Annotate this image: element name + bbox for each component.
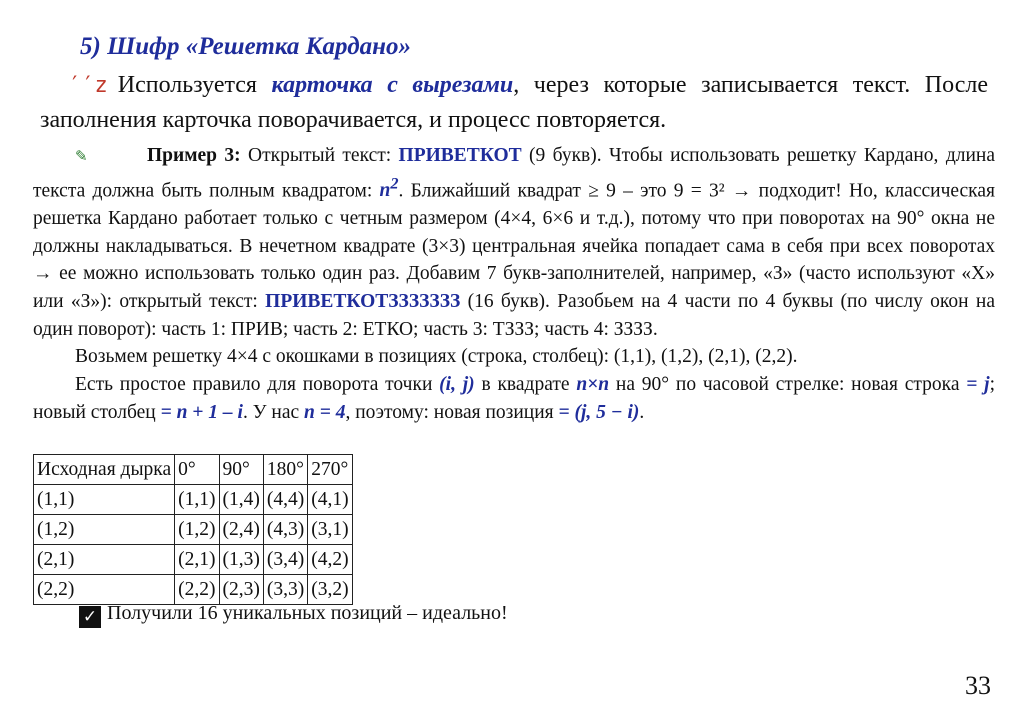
table-cell: (1,2)	[175, 515, 219, 545]
result-line	[79, 602, 508, 628]
page-number: 33	[965, 671, 991, 700]
n-symbol: n	[379, 180, 391, 202]
table-row	[34, 515, 353, 545]
table-cell: (1,1)	[34, 485, 175, 515]
rule-ij: (i, j)	[439, 374, 475, 396]
bullet-marker-icon: ′′z	[68, 73, 108, 98]
example-text-2: (9 букв). Чтобы использовать решетку Кардано, длина текста должна быть полным квадратом:	[33, 145, 995, 202]
plaintext-word: ПРИВЕТКОТ	[398, 145, 522, 166]
intro-paragraph	[40, 68, 988, 137]
rule-nxn: n×n	[576, 374, 610, 396]
intro-text-2: , через которые записывается текст. После заполнения карточка поворачивается, и процесс повторяется.	[40, 72, 989, 133]
intro-text-1: Используется	[117, 72, 272, 98]
table-cell: (2,2)	[175, 575, 219, 605]
rule-new-row: = j	[966, 374, 990, 396]
table-cell: (4,3)	[263, 515, 307, 545]
table-row	[34, 575, 353, 605]
table-cell: (4,1)	[308, 485, 352, 515]
exponent: 2	[390, 174, 399, 193]
rule-text-6: , поэтому: новая позиция	[345, 401, 559, 423]
rule-new-col: = n + 1 – i	[160, 401, 243, 423]
table-header: 0°	[175, 455, 219, 485]
n-squared	[379, 174, 399, 202]
rule-text-2: в квадрате	[474, 374, 577, 396]
rule-paragraph	[33, 371, 995, 426]
rule-text-5: . У нас	[242, 401, 305, 423]
table-header: 270°	[308, 455, 352, 485]
rule-text-4: ; новый столбец	[33, 374, 996, 423]
example-paragraph	[33, 142, 995, 343]
grid-paragraph: Возьмем решетку 4×4 с окошками в позициях (строка, столбец): (1,1), (1,2), (2,1), (2,2).	[75, 346, 798, 368]
example-text-3: . Ближайший квадрат ≥ 9 – это 9 = 3² → подходит! Но, классическая решетка Кардано работает только с четным размером (4×4, 6×6 и т.д.), потому что при поворотах на 90° окна не должны накладываться. В нечетном квадрате (3×3) центральная ячейка попадает сама в себя при всех поворотах → ее можно использовать только один раз. Добавим 7 букв-заполнителей, например, «З» (часто используют «X» или «З»): открытый текст:	[33, 180, 995, 313]
table-cell: (3,1)	[308, 515, 352, 545]
example-text-1: Открытый текст:	[240, 145, 399, 166]
result-text: Получили 16 уникальных позиций – идеально!	[107, 602, 508, 624]
table-cell: (2,2)	[34, 575, 175, 605]
padded-plaintext: ПРИВЕТКОТЗЗЗЗЗЗЗ	[265, 291, 461, 313]
table-row	[34, 545, 353, 575]
intro-emphasis: карточка с вырезами	[271, 72, 514, 98]
rule-text-1: Есть простое правило для поворота точки	[75, 374, 440, 396]
checkmark-icon: ✓	[79, 606, 101, 628]
pencil-icon: ✎	[75, 147, 88, 165]
table-cell: (3,3)	[263, 575, 307, 605]
table-cell: (1,1)	[175, 485, 219, 515]
table-cell: (4,2)	[308, 545, 352, 575]
rule-n-value: n = 4	[304, 401, 346, 423]
table-cell: (2,1)	[34, 545, 175, 575]
table-header: 90°	[219, 455, 263, 485]
table-cell: (3,2)	[308, 575, 352, 605]
table-cell: (4,4)	[263, 485, 307, 515]
rotation-table	[33, 454, 353, 605]
table-header: 180°	[263, 455, 307, 485]
table-header: Исходная дырка	[34, 455, 175, 485]
slide-title: 5) Шифр «Решетка Кардано»	[80, 33, 411, 60]
example-text-4: (16 букв). Разобьем на 4 части по 4 буквы (по числу окон на один поворот): часть 1: ПРИВ; часть 2: ЕТКО; часть 3: ТЗЗЗ; часть 4: ЗЗЗЗ.	[33, 291, 995, 340]
example-block	[33, 142, 995, 427]
rule-new-pos: = (j, 5 − i)	[558, 401, 640, 423]
table-cell: (2,3)	[219, 575, 263, 605]
rule-text-3: на 90° по часовой стрелке: новая строка	[609, 374, 967, 396]
rule-text-7: .	[639, 401, 645, 423]
table-row	[34, 485, 353, 515]
table-cell: (2,4)	[219, 515, 263, 545]
table-header-row	[34, 455, 353, 485]
table-cell: (3,4)	[263, 545, 307, 575]
table-cell: (2,1)	[175, 545, 219, 575]
table-cell: (1,2)	[34, 515, 175, 545]
table-cell: (1,4)	[219, 485, 263, 515]
table-cell: (1,3)	[219, 545, 263, 575]
example-label: Пример 3:	[147, 145, 241, 166]
